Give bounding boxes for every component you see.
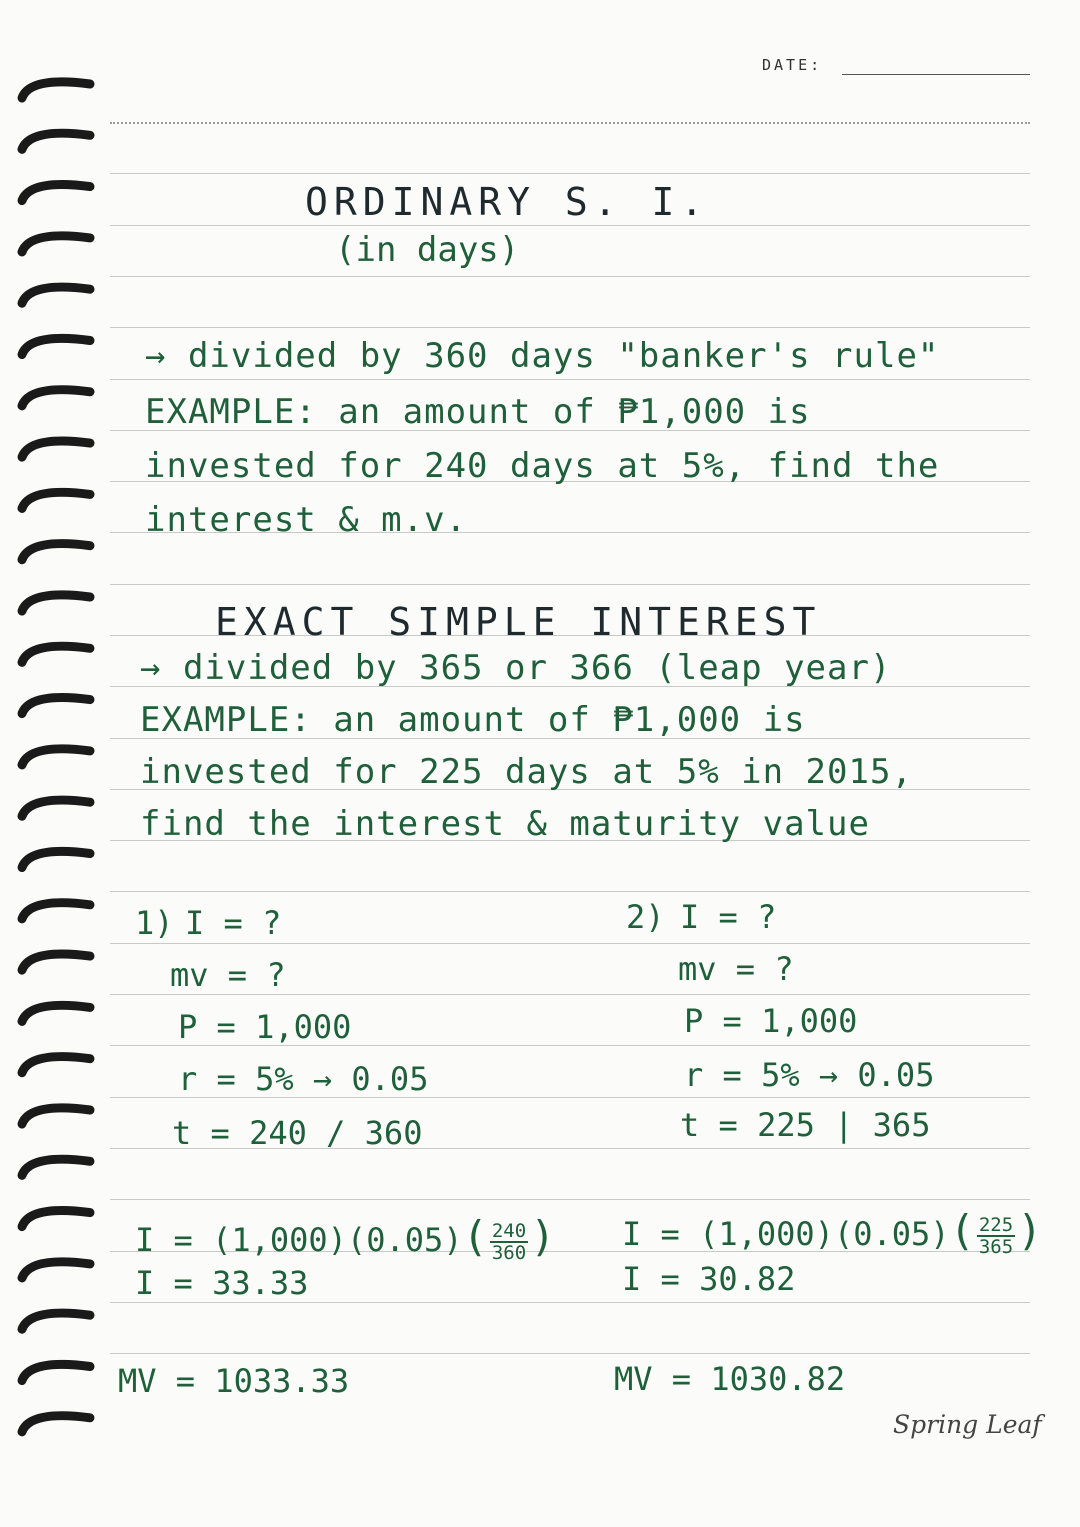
ordinary-example-line-2: invested for 240 days at 5%, find the [145, 446, 940, 486]
spiral-ring [22, 184, 90, 200]
solution-1-time: t = 240 / 360 [172, 1114, 423, 1152]
spiral-ring [22, 82, 90, 98]
spiral-ring [22, 1005, 90, 1021]
date-label: DATE: [762, 56, 823, 74]
spiral-ring [22, 1416, 90, 1432]
solution-1-fraction-denominator: 360 [491, 1242, 527, 1264]
spiral-ring [22, 646, 90, 662]
ruled-line [110, 327, 1030, 328]
solution-2-mv-unknown: mv = ? [678, 950, 794, 988]
ruled-line [110, 1353, 1030, 1354]
ruled-line [110, 379, 1030, 380]
spiral-ring [22, 1057, 90, 1073]
ruled-line [110, 994, 1030, 995]
solution-1-principal: P = 1,000 [178, 1008, 352, 1046]
solution-2-fraction-denominator: 365 [978, 1236, 1014, 1258]
spiral-ring [22, 1313, 90, 1329]
ruled-line [110, 943, 1030, 944]
solution-1-mv-unknown: mv = ? [170, 956, 286, 994]
solution-2-formula: I = (1,000)(0.05)( $\frac{225}{365}$ ) [622, 1206, 1043, 1258]
solution-2-fraction [977, 1215, 1015, 1257]
spiral-ring [22, 697, 90, 713]
solution-1-maturity-value: MV = 1033.33 [118, 1362, 350, 1400]
ordinary-example-line-1: EXAMPLE: an amount of ₱1,000 is [145, 392, 811, 432]
spiral-ring [22, 595, 90, 611]
exact-example-line-3: find the interest & maturity value [140, 804, 870, 844]
solution-2-rate: r = 5% → 0.05 [684, 1056, 935, 1094]
spiral-ring [22, 851, 90, 867]
solution-1-number: 1) [135, 904, 174, 942]
solution-2-formula-prefix: I = (1,000)(0.05) [622, 1215, 950, 1253]
solution-1-interest-unknown: I = ? [185, 904, 282, 942]
solution-1-rate: r = 5% → 0.05 [178, 1060, 429, 1098]
solution-1-formula-prefix: I = (1,000)(0.05) [135, 1221, 463, 1259]
solution-1-formula: I = (1,000)(0.05)( $\frac{240}{360}$ ) [135, 1212, 556, 1264]
spiral-ring [22, 1108, 90, 1124]
spiral-ring [22, 1364, 90, 1380]
spiral-ring [22, 800, 90, 816]
spiral-ring [22, 954, 90, 970]
ruled-line [110, 225, 1030, 226]
ruled-line [110, 1199, 1030, 1200]
ruled-line [110, 276, 1030, 277]
spiral-ring [22, 133, 90, 149]
ruled-line [110, 584, 1030, 585]
brand-logo: Spring Leaf [893, 1410, 1042, 1439]
spiral-ring [22, 236, 90, 252]
solution-2-time: t = 225 | 365 [680, 1106, 931, 1144]
solution-1-fraction-numerator: 240 [491, 1220, 527, 1242]
spiral-ring [22, 1262, 90, 1278]
spiral-ring [22, 1210, 90, 1226]
spiral-ring [22, 1159, 90, 1175]
spiral-ring [22, 903, 90, 919]
solution-1-fraction [490, 1221, 528, 1263]
spiral-binding [0, 60, 110, 1480]
ruled-line [110, 122, 1030, 124]
date-line [842, 74, 1030, 75]
spiral-ring [22, 287, 90, 303]
spiral-ring [22, 544, 90, 560]
ordinary-title: ORDINARY S. I. [305, 180, 710, 224]
ruled-line [110, 891, 1030, 892]
solution-2-interest-result: I = 30.82 [622, 1260, 796, 1298]
exact-rule: → divided by 365 or 366 (leap year) [140, 648, 892, 688]
exact-example-line-2: invested for 225 days at 5% in 2015, [140, 752, 913, 792]
exact-title: EXACT SIMPLE INTEREST [215, 600, 822, 644]
ruled-line [110, 1302, 1030, 1303]
solution-2-maturity-value: MV = 1030.82 [614, 1360, 846, 1398]
ordinary-rule: → divided by 360 days "banker's rule" [145, 336, 940, 376]
exact-example-line-1: EXAMPLE: an amount of ₱1,000 is [140, 700, 806, 740]
ruled-line [110, 173, 1030, 174]
solution-1-interest-result: I = 33.33 [135, 1264, 309, 1302]
spiral-ring [22, 390, 90, 406]
solution-2-number: 2) [626, 898, 665, 936]
spiral-ring [22, 441, 90, 457]
ordinary-subtitle: (in days) [335, 230, 520, 270]
solution-2-fraction-numerator: 225 [978, 1214, 1014, 1236]
solution-2-principal: P = 1,000 [684, 1002, 858, 1040]
spiral-ring [22, 492, 90, 508]
solution-2-interest-unknown: I = ? [680, 898, 777, 936]
spiral-ring [22, 338, 90, 354]
ordinary-example-line-3: interest & m.v. [145, 500, 468, 540]
spiral-ring [22, 749, 90, 765]
